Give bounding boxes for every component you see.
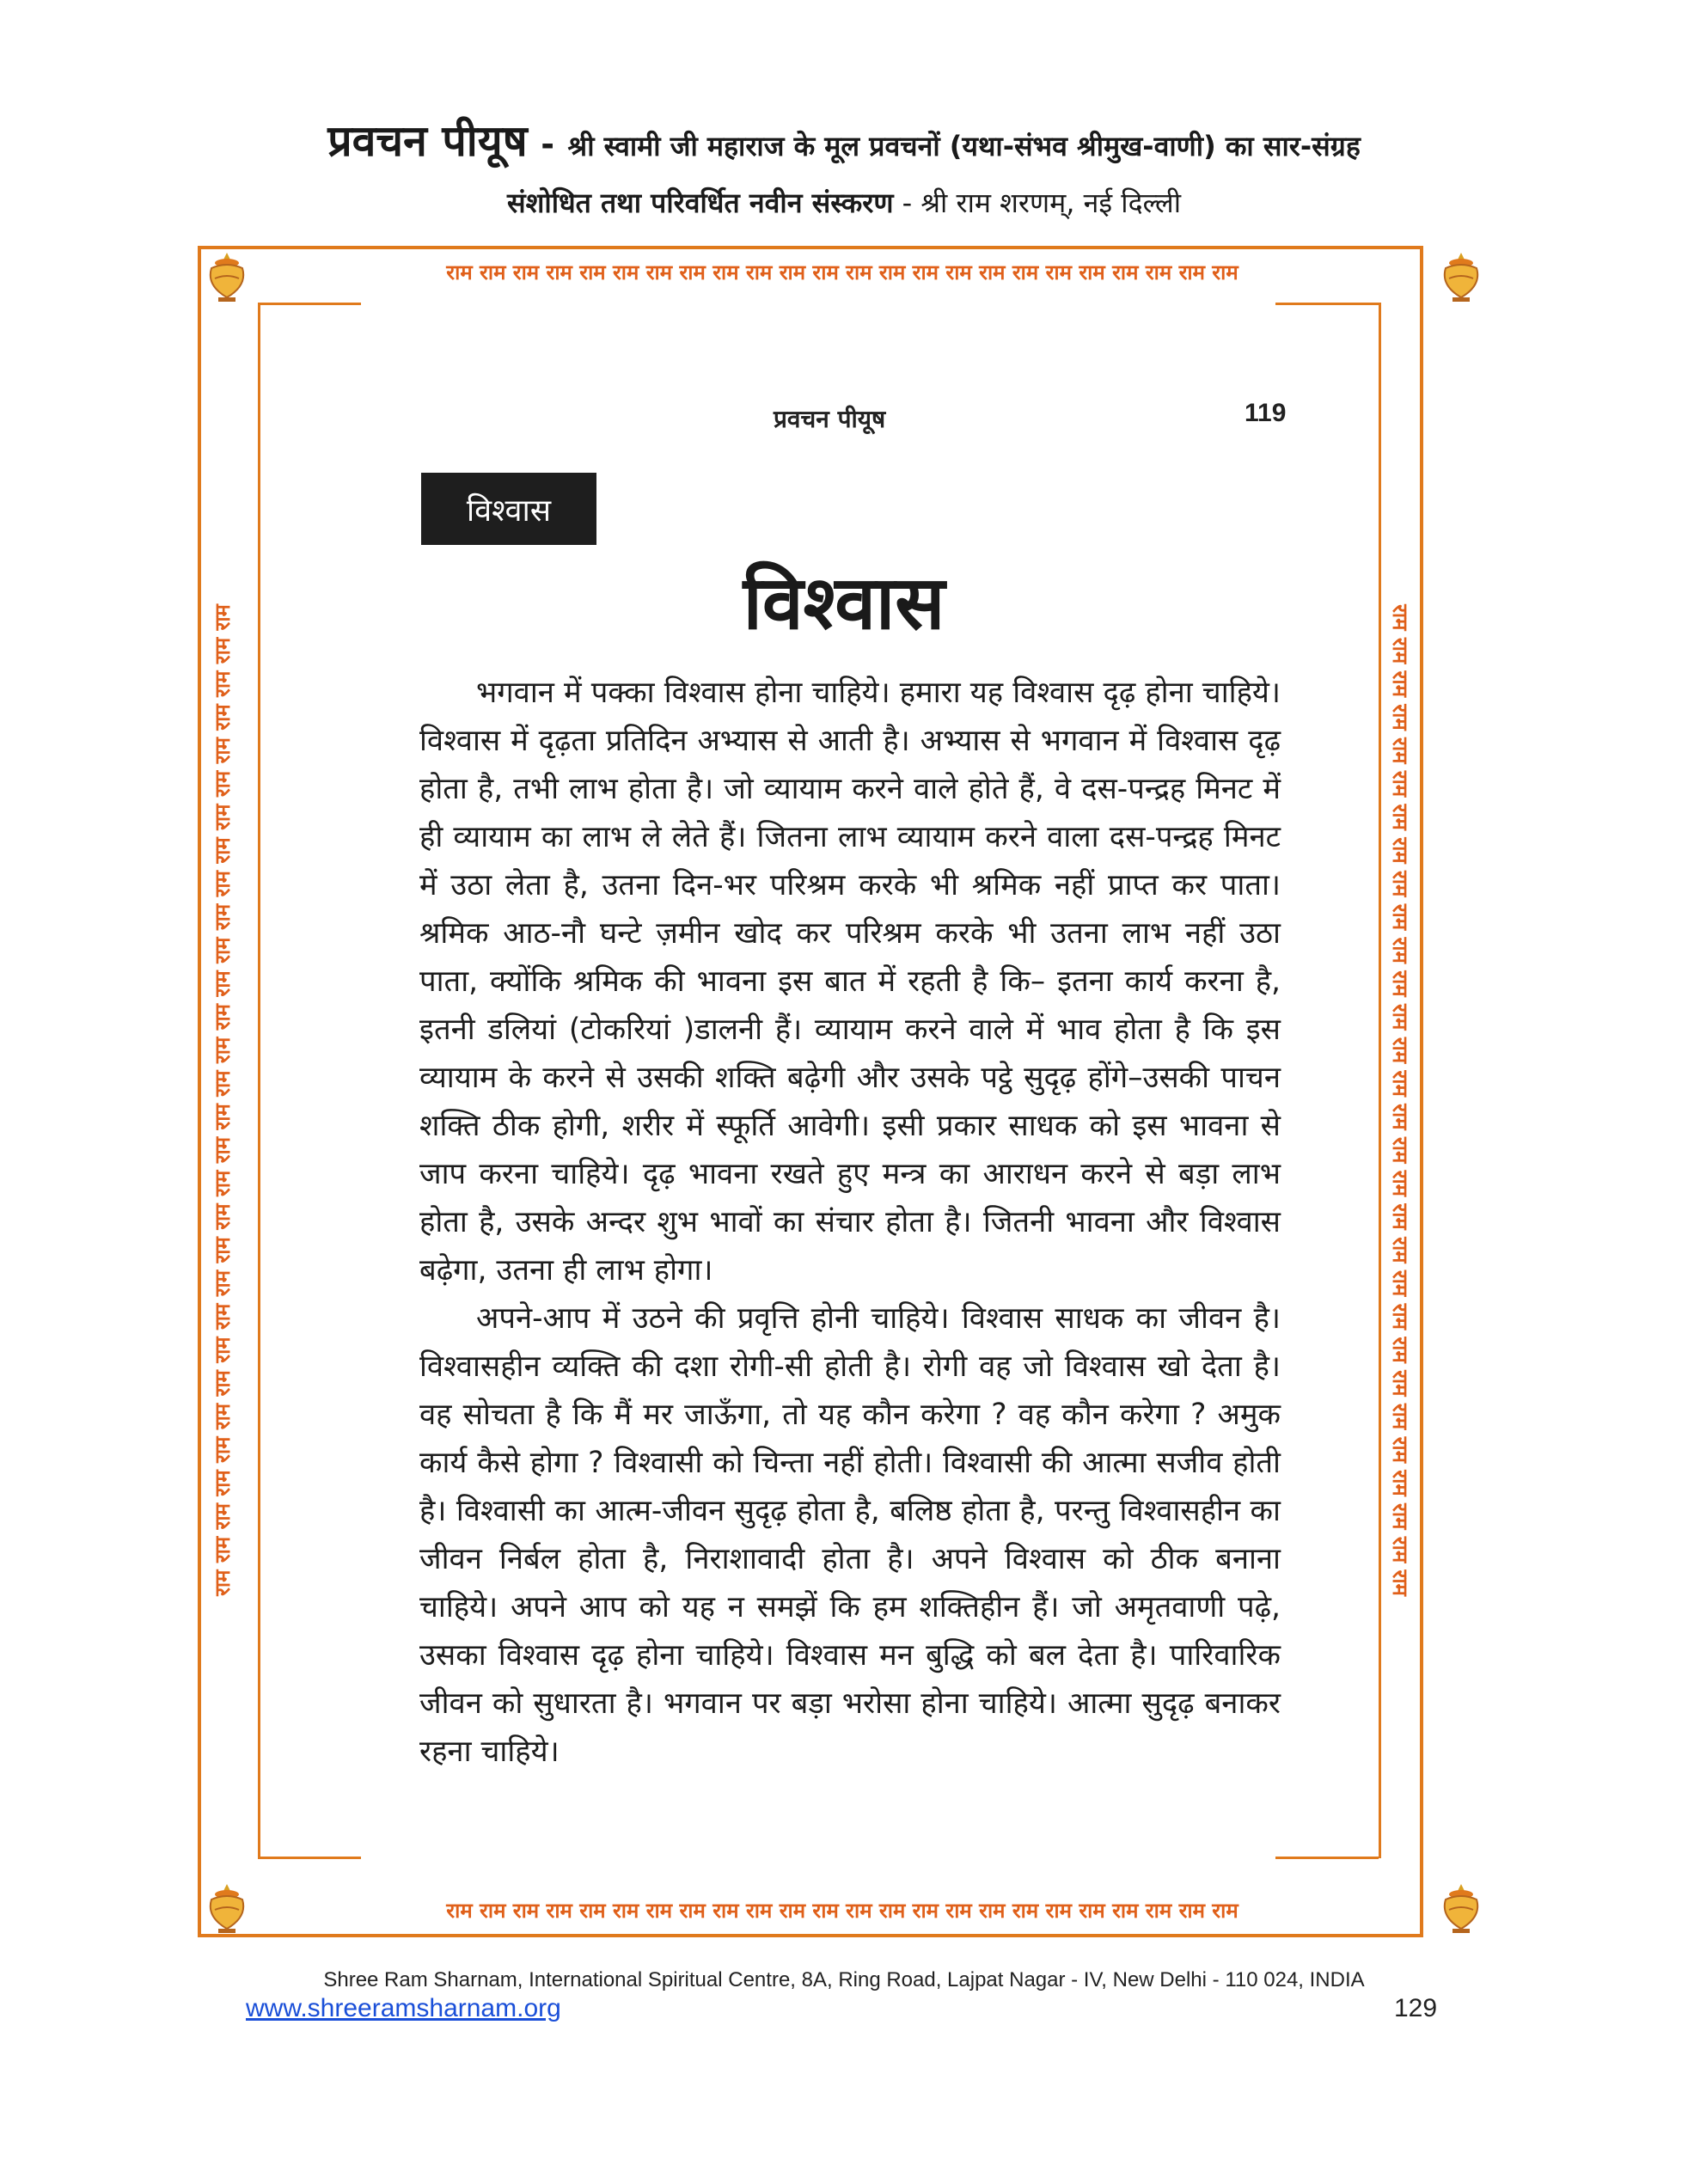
running-header: प्रवचन पीयूष <box>774 405 886 433</box>
footer-address: Shree Ram Sharnam, International Spiritual Centre, 8A, Ring Road, Lajpat Nagar - IV, New Delhi - 110 024, INDIA <box>323 1968 1365 1991</box>
inner-rule-top-right <box>1275 303 1379 305</box>
edition-rest: - श्री राम शरणम्, नई दिल्ली <box>893 187 1181 219</box>
ram-border-right: राम राम राम राम राम राम राम राम राम राम राम राम राम राम राम राम राम राम राम राम राम राम राम राम राम राम राम राम राम राम <box>1388 604 1412 1596</box>
book-page-number: 119 <box>1245 399 1287 427</box>
ram-border-top: राम राम राम राम राम राम राम राम राम राम राम राम राम राम राम राम राम राम राम राम राम राम राम राम <box>446 260 1238 284</box>
ram-border-bottom: राम राम राम राम राम राम राम राम राम राम राम राम राम राम राम राम राम राम राम राम राम राम राम राम <box>446 1899 1238 1923</box>
edition-line <box>0 184 1688 221</box>
chapter-title: विश्वास <box>743 560 945 646</box>
kalash-icon <box>203 249 251 304</box>
inner-rule-top <box>258 303 361 305</box>
footer-page-number: 129 <box>1394 1994 1438 2022</box>
section-tag <box>421 473 596 545</box>
edition-bold: संशोधित तथा परिवर्धित नवीन संस्करण <box>507 187 894 219</box>
paragraph: भगवान में पक्का विश्वास होना चाहिये। हमारा यह विश्वास दृढ़ होना चाहिये। विश्वास में दृढ़ता प्रतिदिन अभ्यास से आती है। अभ्यास से भगवान में विश्वास दृढ़ होता है, तभी लाभ होता है। जो व्यायाम करने वाले होते हैं, वे दस-पन्द्रह मिनट में ही व्यायाम का लाभ ले लेते हैं। जितना लाभ व्यायाम करने वाला दस-पन्द्रह मिनट में उठा लेता है, उतना दिन-भर परिश्रम करके भी श्रमिक नहीं प्राप्त कर पाता। श्रमिक आठ-नौ घन्टे ज़मीन खोद कर परिश्रम करके भी उतना लाभ नहीं उठा पाता, क्योंकि श्रमिक की भावना इस बात में रहती है कि– इतना कार्य करना है, इतनी डलियां (टोकरियां )डालनी हैं। व्यायाम करने वाले में भाव होता है कि इस व्यायाम के करने से उसकी शक्ति बढ़ेगी और उसके पट्ठे सुदृढ़ होंगे–उसकी पाचन शक्ति ठीक होगी, शरीर में स्फूर्ति आवेगी। इसी प्रकार साधक को इस भावना से जाप करना चाहिये। दृढ़ भावना रखते हुए मन्त्र का आराधन करने से बड़ा लाभ होता है, उसके अन्दर शुभ भावों का संचार होता है। जितनी भावना और विश्वास बढ़ेगा, उतना ही लाभ होगा। <box>419 676 1281 1288</box>
header-subtitle: श्री स्वामी जी महाराज के मूल प्रवचनों (यथा-संभव श्रीमुख-वाणी) का सार-संग्रह <box>567 130 1361 162</box>
document-header <box>0 110 1688 168</box>
header-separator: - <box>541 125 554 163</box>
ram-border-left: राम राम राम राम राम राम राम राम राम राम राम राम राम राम राम राम राम राम राम राम राम राम राम राम राम राम राम राम राम राम <box>211 604 235 1596</box>
section-tag-label: विश्वास <box>466 492 552 529</box>
paragraph: अपने-आप में उठने की प्रवृत्ति होनी चाहिये। विश्वास साधक का जीवन है। विश्वासहीन व्यक्ति की दशा रोगी-सी होती है। रोगी वह जो विश्वास खो देता है। वह सोचता है कि मैं मर जाऊँगा, तो यह कौन करेगा ? वह कौन करेगा ? अमुक कार्य कैसे होगा ? विश्वासी को चिन्ता नहीं होती। विश्वासी की आत्मा सजीव होती है। विश्वासी का आत्म-जीवन सुदृढ़ होता है, बलिष्ठ होता है, परन्तु विश्वासहीन का जीवन निर्बल होता है, निराशावादी होता है। अपने विश्वास को ठीक बनाना चाहिये। अपने आप को यह न समझें कि हम शक्तिहीन हैं। जो अमृतवाणी पढ़े, उसका विश्वास दृढ़ होना चाहिये। विश्वास मन बुद्धि को बल देता है। पारिवारिक जीवन को सुधारता है। भगवान पर बड़ा भरोसा होना चाहिये। आत्मा सुदृढ़ बनाकर रहना चाहिये। <box>419 1301 1281 1769</box>
header-title: प्रवचन पीयूष <box>327 116 528 166</box>
website-link[interactable]: www.shreeramsharnam.org <box>246 1994 561 2022</box>
body-text <box>419 669 1281 1776</box>
kalash-icon <box>1437 1881 1485 1936</box>
kalash-icon <box>203 1881 251 1936</box>
kalash-icon <box>1437 249 1485 304</box>
